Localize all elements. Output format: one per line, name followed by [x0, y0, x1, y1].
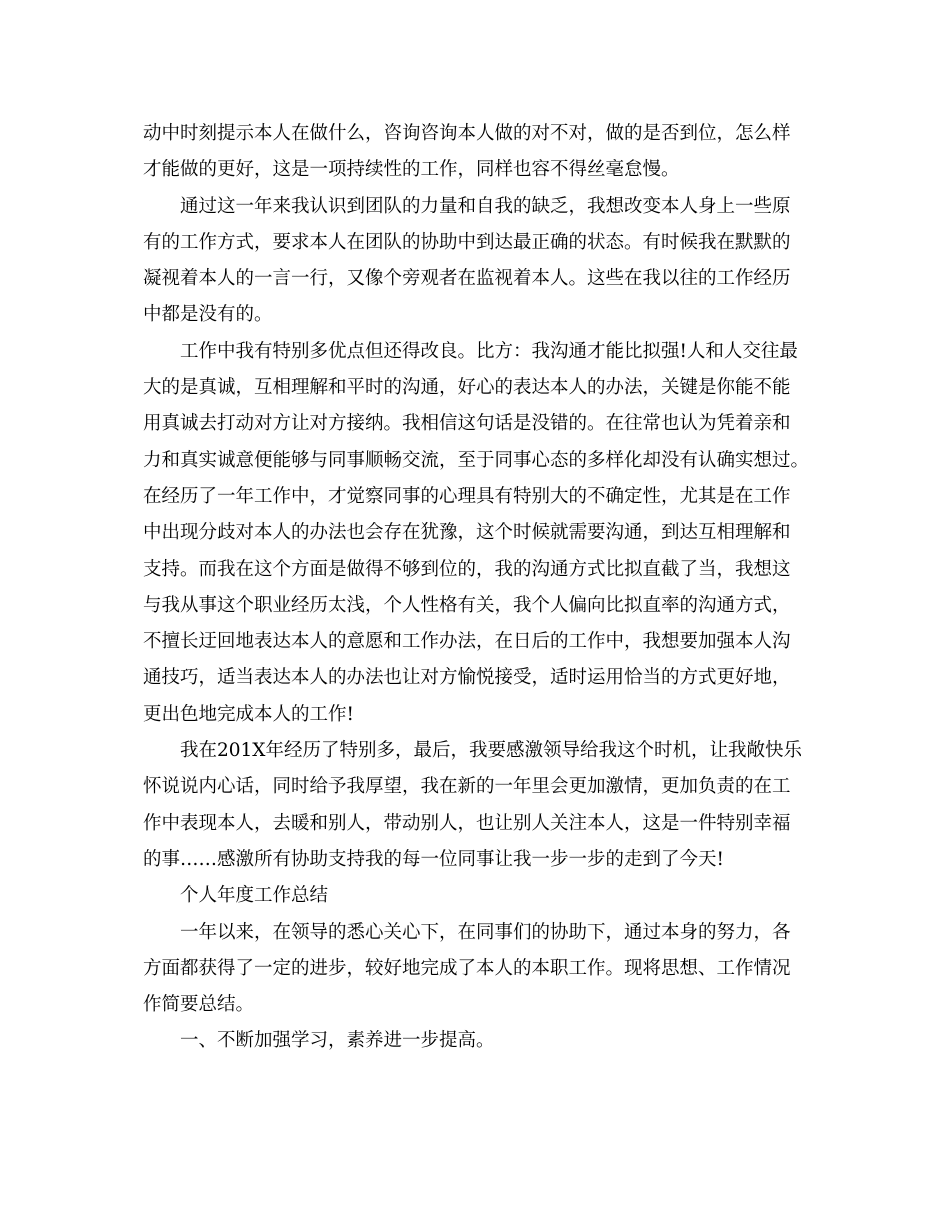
text-line: 支持。而我在这个方面是做得不够到位的，我的沟通方式比拟直截了当，我想这: [143, 558, 791, 580]
text-line: 大的是真诚，互相理解和平时的沟通，好心的表达本人的办法，关键是你能不能: [143, 377, 791, 399]
text-line: 方面都获得了一定的进步，较好地完成了本人的本职工作。现将思想、工作情况: [143, 957, 791, 979]
text-line: 中出现分歧对本人的办法也会存在犹豫，这个时候就需要沟通，到达互相理解和: [143, 522, 791, 544]
text-line: 作简要总结。: [143, 994, 255, 1016]
text-line: 通过这一年来我认识到团队的力量和自我的缺乏，我想改变本人身上一些原: [180, 195, 791, 217]
text-line: 中都是没有的。: [143, 304, 273, 326]
text-line: 怀说说内心话，同时给予我厚望，我在新的一年里会更加激情，更加负责的在工: [143, 776, 791, 798]
text-line: 更出色地完成本人的工作!: [143, 703, 354, 725]
text-line: 作中表现本人，去暖和别人，带动别人，也让别人关注本人，这是一件特别幸福: [143, 812, 791, 834]
text-line: 的事……感激所有协助支持我的每一位同事让我一步一步的走到了今天!: [143, 848, 724, 870]
text-line: 凝视着本人的一言一行，又像个旁观者在监视着本人。这些在我以往的工作经历: [143, 268, 791, 290]
text-line: 不擅长迂回地表达本人的意愿和工作办法，在日后的工作中，我想要加强本人沟: [143, 631, 791, 653]
text-line: 有的工作方式，要求本人在团队的协助中到达最正确的状态。有时候我在默默的: [143, 231, 791, 253]
text-line: 动中时刻提示本人在做什么，咨询咨询本人做的对不对，做的是否到位，怎么样: [143, 123, 791, 144]
text-line: 用真诚去打动对方让对方接纳。我相信这句话是没错的。在往常也认为凭着亲和: [143, 413, 791, 435]
text-line: 才能做的更好，这是一项持续性的工作，同样也容不得丝毫怠慢。: [143, 159, 680, 181]
text-line: 力和真实诚意便能够与同事顺畅交流，至于同事心态的多样化却没有认确实想过。: [143, 449, 810, 471]
text-line: 通技巧，适当表达本人的办法也让对方愉悦接受，适时运用恰当的方式更好地，: [143, 667, 791, 689]
text-line: 与我从事这个职业经历太浅，个人性格有关，我个人偏向比拟直率的沟通方式，: [143, 594, 791, 616]
text-line: 工作中我有特别多优点但还得改良。比方：我沟通才能比拟强!人和人交往最: [180, 340, 798, 362]
text-line: 一、不断加强学习，素养进一步提高。: [180, 1030, 495, 1052]
text-line: 个人年度工作总结: [180, 885, 329, 907]
text-line: 我在201X年经历了特别多，最后，我要感激领导给我这个时机，让我敞快乐: [180, 740, 802, 762]
document-body: [143, 116, 808, 1060]
text-line: 一年以来，在领导的悉心关心下，在同事们的协助下，通过本身的努力，各: [180, 921, 791, 943]
text-line: 在经历了一年工作中，才觉察同事的心理具有特别大的不确定性，尤其是在工作: [143, 485, 791, 507]
